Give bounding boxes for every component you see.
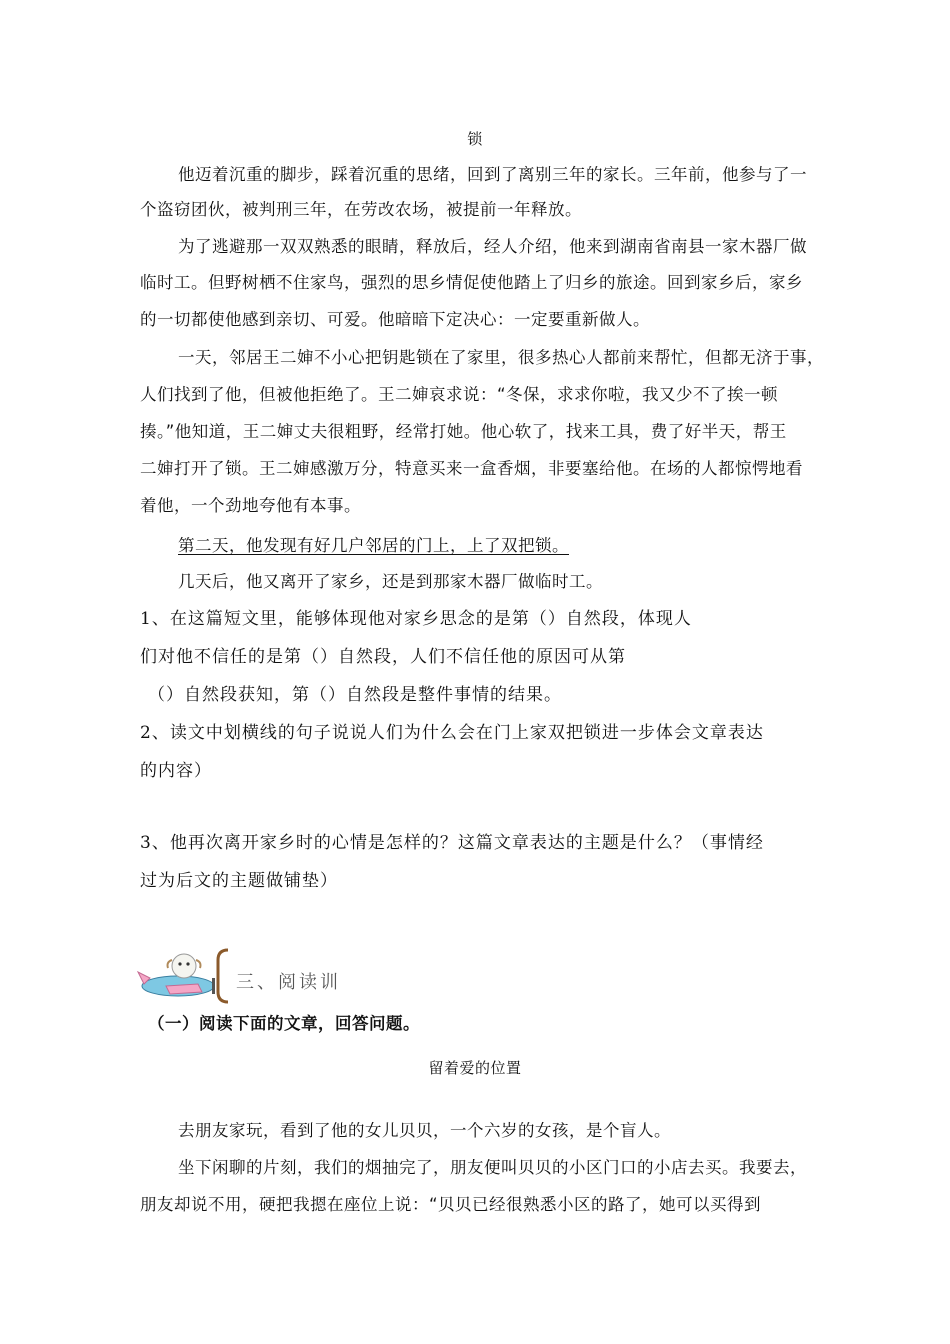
section-subtitle: （一）阅读下面的文章，回答问题。 [148, 1014, 420, 1033]
section-heading: 三、阅读训 [236, 972, 341, 993]
story1-line: 一天，邻居王二婶不小心把钥匙锁在了家里，很多热心人都前来帮忙，但都无济于事， [178, 348, 824, 367]
story1-line: 人们找到了他，但被他拒绝了。王二婶哀求说：“冬保，求求你啦，我又少不了挨一顿 [140, 385, 779, 404]
question-2-line: 的内容） [140, 761, 212, 781]
story1-line: 临时工。但野树栖不住家鸟，强烈的思乡情促使他踏上了归乡的旅途。回到家乡后，家乡 [140, 273, 803, 292]
story1-line: 他迈着沉重的脚步，踩着沉重的思绪，回到了离别三年的家长。三年前，他参与了一 [178, 165, 807, 184]
underlined-sentence: 第二天，他发现有好几户邻居的门上，上了双把锁。 [178, 536, 569, 555]
question-1-line: 1、在这篇短文里，能够体现他对家乡思念的是第（）自然段，体现人 [140, 609, 692, 629]
story2-line: 坐下闲聊的片刻，我们的烟抽完了，朋友便叫贝贝的小区门口的小店去买。我要去， [178, 1158, 807, 1177]
story1-line: 为了逃避那一双双熟悉的眼睛，释放后，经人介绍，他来到湖南省南县一家木器厂做 [178, 237, 807, 256]
question-1-line: （）自然段获知，第（）自然段是整件事情的结果。 [148, 685, 562, 705]
story1-title: 锁 [467, 130, 483, 148]
story2-line: 朋友却说不用，硬把我摁在座位上说：“贝贝已经很熟悉小区的路了，她可以买得到 [140, 1195, 762, 1214]
story1-line: 揍。”他知道，王二婶丈夫很粗野，经常打她。他心软了，找来工具，费了好半天，帮王 [140, 422, 787, 441]
story1-line: 着他，一个劲地夸他有本事。 [140, 496, 361, 515]
question-1-line: 们对他不信任的是第（）自然段，人们不信任他的原因可从第 [140, 647, 626, 667]
story2-title: 留着爱的位置 [428, 1059, 522, 1077]
question-3-line: 过为后文的主题做铺垫） [140, 871, 338, 891]
story1-line: 二婶打开了锁。王二婶感激万分，特意买来一盒香烟，非要塞给他。在场的人都惊愕地看 [140, 459, 803, 478]
story1-line: 的一切都使他感到亲切、可爱。他暗暗下定决心：一定要重新做人。 [140, 310, 650, 329]
question-2-line: 2、读文中划横线的句子说说人们为什么会在门上家双把锁进一步体会文章表达 [140, 723, 764, 743]
story1-line: 几天后，他又离开了家乡，还是到那家木器厂做临时工。 [178, 572, 603, 591]
story1-line: 个盗窃团伙，被判刑三年，在劳改农场，被提前一年释放。 [140, 200, 582, 219]
question-3-line: 3、他再次离开家乡时的心情是怎样的？这篇文章表达的主题是什么？（事情经 [140, 833, 764, 853]
story2-line: 去朋友家玩，看到了他的女儿贝贝，一个六岁的女孩，是个盲人。 [178, 1121, 671, 1140]
